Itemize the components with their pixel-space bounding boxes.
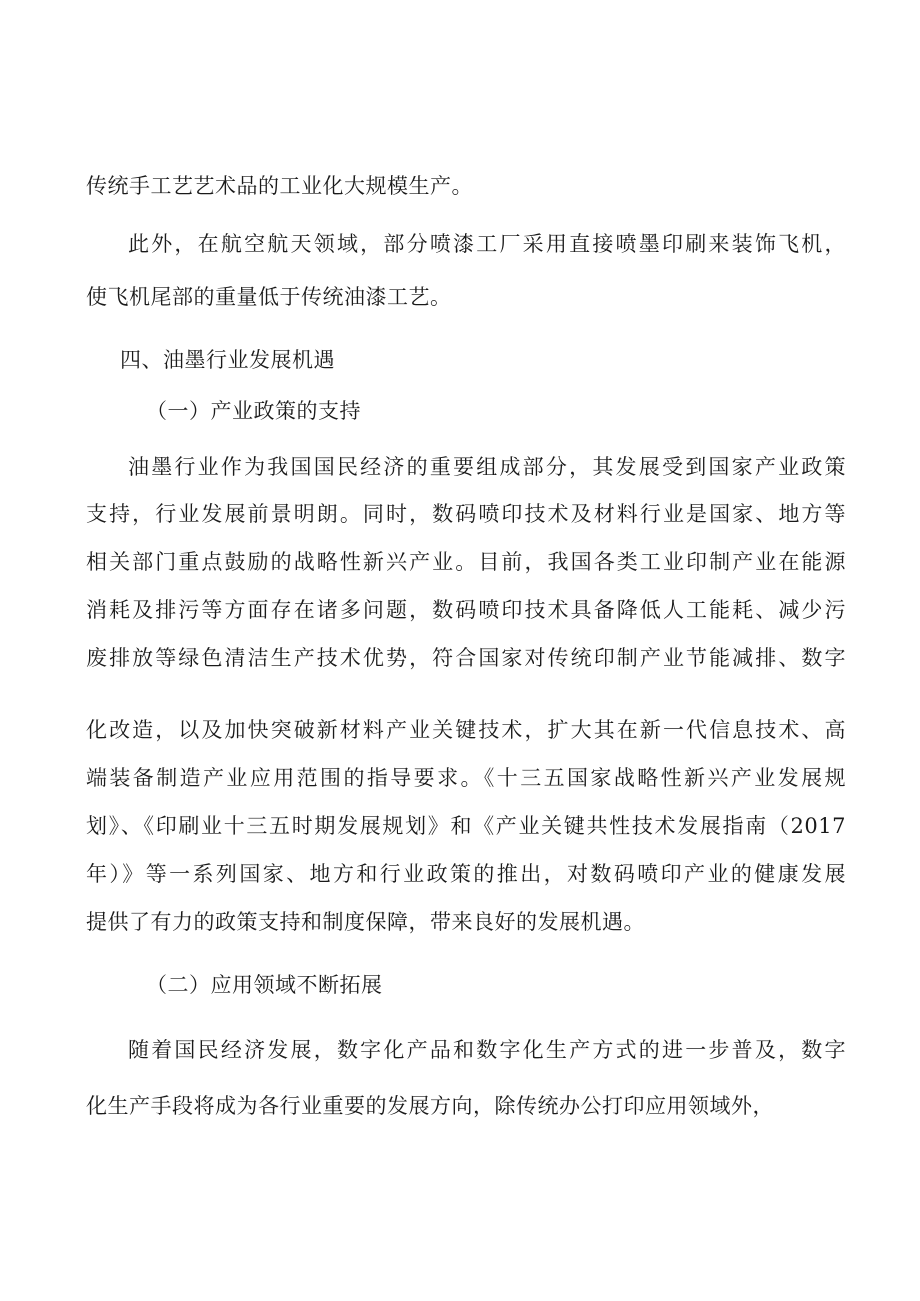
aerospace-line-1: 此外，在航空航天领域，部分喷漆工厂采用直接喷墨印刷来装饰飞机，	[128, 232, 846, 256]
policy-line-6: 化改造，以及加快突破新材料产业关键技术，扩大其在新一代信息技术、高	[86, 718, 846, 742]
policy-line-5: 废排放等绿色清洁生产技术优势，符合国家对传统印制产业节能减排、数字	[86, 646, 846, 670]
policy-line-8: 划》、《印刷业十三五时期发展规划》和《产业关键共性技术发展指南（2017	[86, 814, 846, 838]
application-line-2: 化生产手段将成为各行业重要的发展方向，除传统办公打印应用领域外，	[86, 1094, 774, 1118]
policy-line-4: 消耗及排污等方面存在诸多问题，数码喷印技术具备降低人工能耗、减少污	[86, 598, 846, 622]
subheading-policy-support: （一）产业政策的支持	[146, 399, 361, 423]
application-line-1: 随着国民经济发展，数字化产品和数字化生产方式的进一步普及，数字	[128, 1038, 846, 1062]
policy-line-10: 提供了有力的政策支持和制度保障，带来良好的发展机遇。	[86, 910, 645, 934]
policy-line-1: 油墨行业作为我国国民经济的重要组成部分，其发展受到国家产业政策	[128, 455, 846, 479]
policy-line-2: 支持，行业发展前景明朗。同时，数码喷印技术及材料行业是国家、地方等	[86, 502, 846, 526]
subheading-application-expansion: （二）应用领域不断拓展	[146, 973, 383, 997]
policy-line-7: 端装备制造产业应用范围的指导要求。《十三五国家战略性新兴产业发展规	[86, 766, 846, 790]
section-heading-4: 四、油墨行业发展机遇	[120, 348, 335, 372]
aerospace-line-2: 使飞机尾部的重量低于传统油漆工艺。	[86, 285, 452, 309]
policy-line-9: 年）》等一系列国家、地方和行业政策的推出，对数码喷印产业的健康发展	[86, 862, 846, 886]
intro-line-1: 传统手工艺艺术品的工业化大规模生产。	[86, 174, 473, 198]
policy-line-3: 相关部门重点鼓励的战略性新兴产业。目前，我国各类工业印制产业在能源	[86, 550, 846, 574]
